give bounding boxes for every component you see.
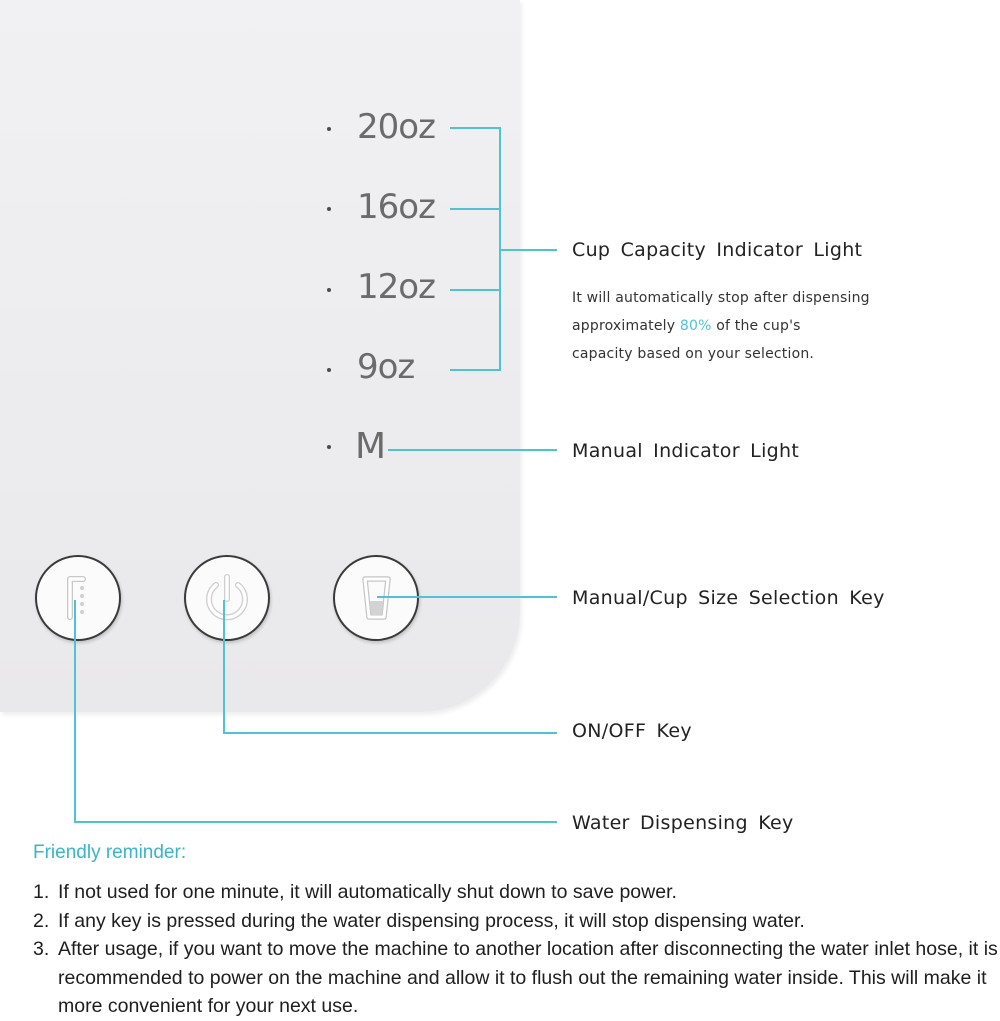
cup-capacity-description [572, 284, 902, 368]
water-dispensing-key[interactable] [35, 555, 121, 641]
desc-line-2 [572, 312, 902, 340]
reminder-item [33, 907, 998, 936]
leader-cup-capacity [500, 249, 557, 251]
indicator-dot-9oz [327, 368, 331, 372]
reminder-item-number: 1. [33, 881, 50, 903]
size-label-16oz: 16oz [357, 187, 435, 227]
desc-line-2-before: approximately [572, 318, 676, 334]
desc-highlight-percent: 80% [679, 318, 712, 334]
size-label-9oz: 9oz [357, 347, 415, 387]
power-icon [186, 557, 268, 639]
indicator-dot-20oz [327, 127, 331, 131]
leader-20oz [450, 127, 500, 129]
label-water-key: Water Dispensing Key [572, 812, 794, 834]
reminder-item [33, 935, 998, 1021]
indicator-dot-manual [327, 445, 331, 449]
size-label-12oz: 12oz [357, 267, 435, 307]
reminder-item-text: After usage, if you want to move the machine to another location after disconnecting the water inlet hose, it is recommended to power on the machine and allow it to flush out the remaining water inside. This will make it more convenient for your next use. [58, 938, 998, 1017]
reminder-item-number: 3. [33, 938, 50, 960]
leader-12oz [450, 289, 500, 291]
desc-line-1: It will automatically stop after dispensing [572, 290, 870, 306]
reminder-item [33, 878, 998, 907]
reminder-list [33, 878, 998, 1021]
manual-label: M [355, 426, 387, 467]
desc-line-2-after: of the cup's [716, 318, 801, 334]
on-off-key[interactable] [184, 555, 270, 641]
leader-water-vertical [74, 600, 76, 823]
leader-selection-key [377, 596, 557, 598]
leader-water-horizontal [74, 821, 557, 823]
reminder-title: Friendly reminder: [33, 842, 187, 863]
label-selection-key: Manual/Cup Size Selection Key [572, 587, 885, 609]
water-dispense-icon [37, 557, 119, 639]
indicator-dot-12oz [327, 288, 331, 292]
label-manual-indicator: Manual Indicator Light [572, 440, 800, 462]
cup-icon [335, 557, 417, 639]
leader-onoff-vertical [223, 600, 225, 734]
reminder-item-text: If not used for one minute, it will automatically shut down to save power. [58, 881, 677, 903]
label-cup-capacity-indicator: Cup Capacity Indicator Light [572, 239, 863, 261]
reminder-item-number: 2. [33, 909, 50, 932]
indicator-dot-16oz [327, 207, 331, 211]
size-label-20oz: 20oz [357, 107, 435, 147]
leader-16oz [450, 208, 500, 210]
leader-onoff-horizontal [223, 732, 557, 734]
leader-9oz [450, 369, 500, 371]
manual-cup-size-selection-key[interactable] [333, 555, 419, 641]
leader-manual [388, 449, 557, 451]
label-onoff-key: ON/OFF Key [572, 720, 692, 742]
desc-line-3: capacity based on your selection. [572, 346, 815, 362]
reminder-item-text: If any key is pressed during the water dispensing process, it will stop dispensing water. [58, 909, 805, 932]
